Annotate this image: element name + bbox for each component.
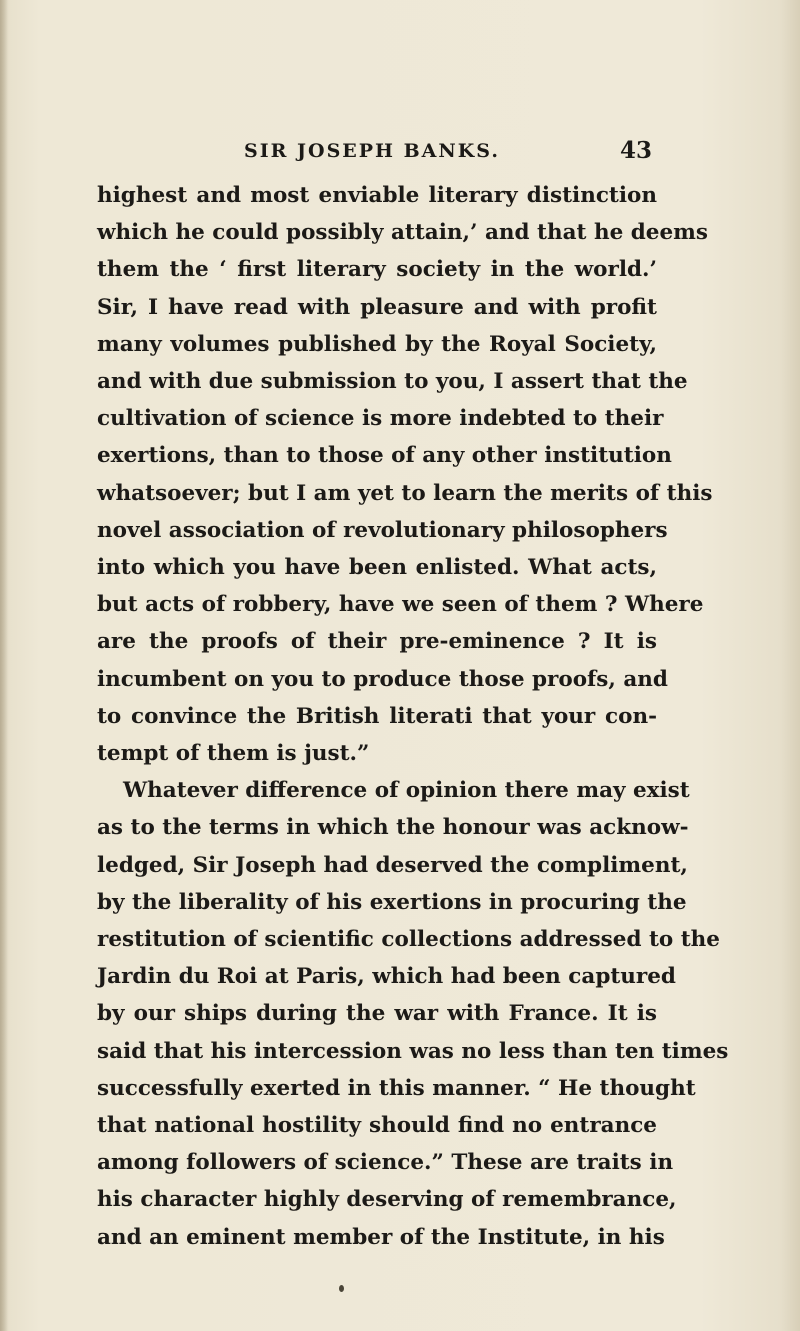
ink-spot [339,1285,344,1292]
text-line: novel association of revolutionary philosophers [97,517,668,543]
text-line: said that his intercession was no less than ten times [97,1038,729,1064]
text-line: them the ‘ first literary society in the world.’ [97,257,657,283]
text-line: by our ships during the war with France. It is [97,1001,657,1027]
text-line: that national hostility should find no entrance [97,1113,657,1139]
text-line: which he could possibly attain,’ and that he deems [97,220,708,246]
text-line: his character highly deserving of remembrance, [97,1187,677,1213]
text-line: restitution of scientific collections addressed to the [97,927,720,953]
text-line: many volumes published by the Royal Society, [97,331,657,357]
text-line: and with due submission to you, I assert that the [97,369,688,395]
text-line: Jardin du Roi at Paris, which had been captured [97,964,676,990]
text-line: ledged, Sir Joseph had deserved the compliment, [97,852,688,878]
text-line: but acts of robbery, have we seen of them ? Where [97,592,704,618]
text-line: cultivation of science is more indebted to their [97,406,664,432]
page-number: 43 [619,137,652,164]
text-line: exertions, than to those of any other institution [97,443,672,469]
text-line: by the liberality of his exertions in procuring the [97,889,687,915]
text-line: whatsoever; but I am yet to learn the merits of this [97,480,713,506]
binding-shadow [0,0,8,1331]
text-line: to convince the British literati that your con- [97,703,657,729]
text-line: Whatever difference of opinion there may exist [123,778,690,804]
text-line: into which you have been enlisted. What acts, [97,555,657,581]
body-text [97,177,729,1256]
text-line: successfully exerted in this manner. “ He thought [97,1075,696,1101]
text-line: tempt of them is just.” [97,741,370,767]
text-line: are the proofs of their pre-eminence ? It is [97,629,657,655]
text-line: as to the terms in which the honour was acknow- [97,815,689,841]
text-line: incumbent on you to produce those proofs, and [97,666,668,692]
text-line: highest and most enviable literary distinction [97,183,657,208]
text-line: among followers of science.” These are traits in [97,1150,674,1176]
text-line: and an eminent member of the Institute, in his [97,1224,665,1250]
text-line: Sir, I have read with pleasure and with profit [97,294,657,320]
page-header [92,131,652,171]
running-head: SIR JOSEPH BANKS. [244,140,500,162]
